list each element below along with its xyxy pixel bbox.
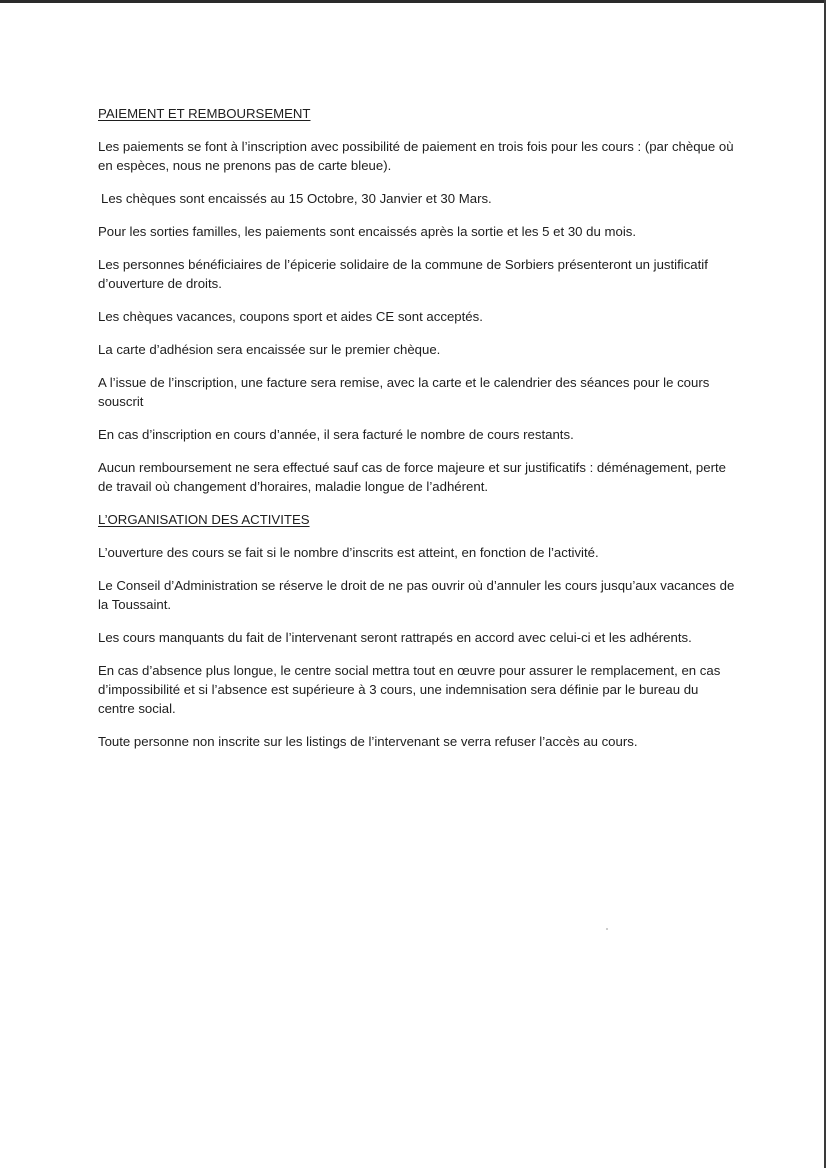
paragraph-facture: A l’issue de l’inscription, une facture sera remise, avec la carte et le calendrier des séances pour le cours souscrit bbox=[98, 375, 710, 409]
scan-edge-top bbox=[0, 0, 826, 3]
section-heading-paiement: PAIEMENT ET REMBOURSEMENT bbox=[98, 106, 311, 121]
paragraph-absence-longue: En cas d’absence plus longue, le centre social mettra tout en œuvre pour assurer le remplacement, en cas d’impossibilité et si l’absence est supérieure à 3 cours, une indemnisation sera définie par le bureau du centre social. bbox=[98, 663, 721, 716]
paragraph-cours-manquants: Les cours manquants du fait de l’intervenant seront rattrapés en accord avec celui-ci et les adhérents. bbox=[98, 630, 692, 645]
paragraph-conseil-administration: Le Conseil d’Administration se réserve le droit de ne pas ouvrir où d’annuler les cours jusqu’aux vacances de la Toussaint. bbox=[98, 578, 735, 612]
paragraph-sorties-familles: Pour les sorties familles, les paiements sont encaissés après la sortie et les 5 et 30 du mois. bbox=[98, 224, 637, 239]
paragraph-paiement-modalites: Les paiements se font à l’inscription avec possibilité de paiement en trois fois pour les cours : (par chèque où en espèces, nous ne prenons pas de carte bleue). bbox=[98, 139, 734, 173]
document-body bbox=[98, 104, 738, 765]
scan-speck bbox=[606, 928, 608, 930]
paragraph-acces-refuse: Toute personne non inscrite sur les listings de l’intervenant se verra refuser l’accès au cours. bbox=[98, 734, 638, 749]
paragraph-inscription-en-cours: En cas d’inscription en cours d’année, il sera facturé le nombre de cours restants. bbox=[98, 427, 574, 442]
paragraph-cheques-vacances: Les chèques vacances, coupons sport et aides CE sont acceptés. bbox=[98, 309, 483, 324]
paragraph-carte-adhesion: La carte d’adhésion sera encaissée sur le premier chèque. bbox=[98, 342, 441, 357]
section-heading-organisation: L’ORGANISATION DES ACTIVITES bbox=[98, 512, 310, 527]
paragraph-ouverture-cours: L’ouverture des cours se fait si le nombre d’inscrits est atteint, en fonction de l’activité. bbox=[98, 545, 599, 560]
paragraph-cheques-encaissement: Les chèques sont encaissés au 15 Octobre, 30 Janvier et 30 Mars. bbox=[101, 191, 492, 206]
paragraph-remboursement: Aucun remboursement ne sera effectué sauf cas de force majeure et sur justificatifs : déménagement, perte de travail où changement d’horaires, maladie longue de l’adhérent. bbox=[98, 460, 726, 494]
paragraph-epicerie-solidaire: Les personnes bénéficiaires de l’épicerie solidaire de la commune de Sorbiers présenteront un justificatif d’ouverture de droits. bbox=[98, 257, 708, 291]
